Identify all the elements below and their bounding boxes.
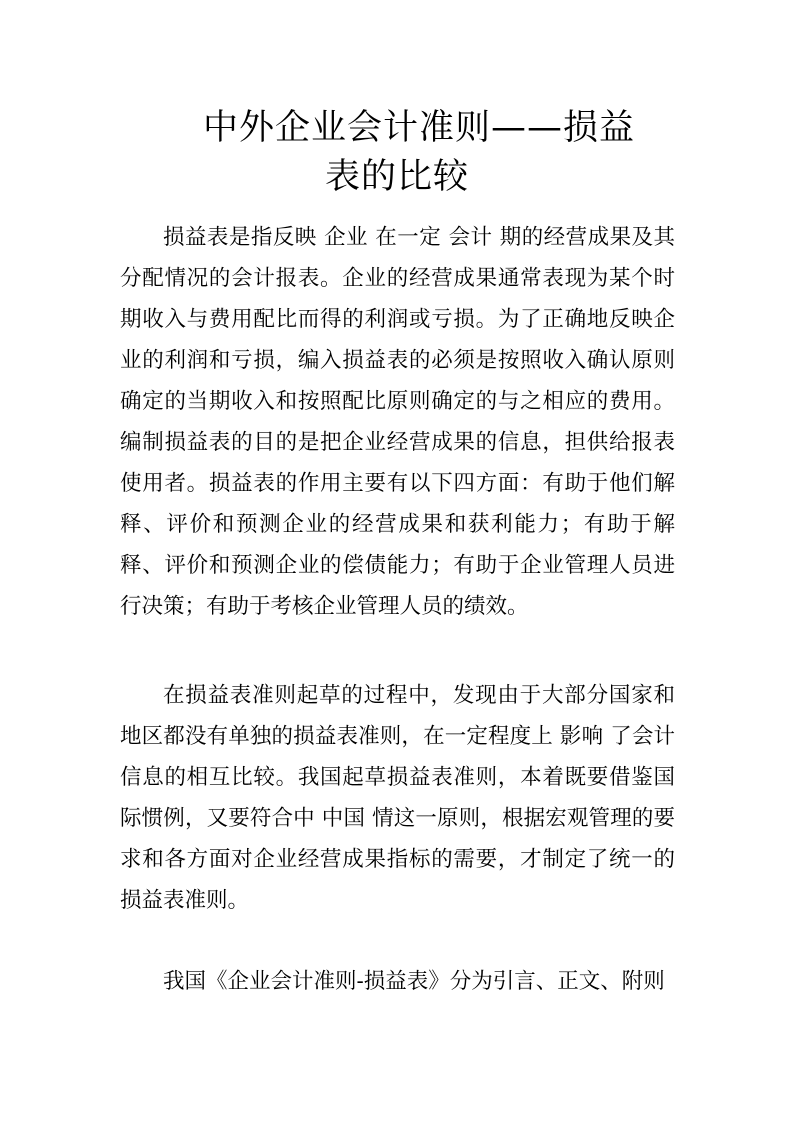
paragraph-1: 损益表是指反映 企业 在一定 会计 期的经营成果及其分配情况的会计报表。企业的经营成果通常表现为某个时期收入与费用配比而得的利润或亏损。为了正确地反映企业的利润和亏损，编入损益表的必须是按照收入确认原则确定的当期收入和按照配比原则确定的与之相应的费用。编制损益表的目的是把企业经营成果的信息，担供给报表使用者。损益表的作用主要有以下四方面：有助于他们解释、评价和预测企业的经营成果和获利能力；有助于解释、评价和预测企业的偿债能力；有助于企业管理人员进行决策；有助于考核企业管理人员的绩效。 <box>120 225 675 619</box>
document-title-line-2: 表的比较 <box>324 157 469 197</box>
paragraph-3: 我国《企业会计准则-损益表》分为引言、正文、附则 <box>163 969 665 994</box>
document-title-line-1: 中外企业会计准则——损益 <box>202 108 635 148</box>
paragraph-2: 在损益表准则起草的过程中，发现由于大部分国家和地区都没有单独的损益表准则，在一定程度上 影响 了会计信息的相互比较。我国起草损益表准则，本着既要借鉴国际惯例，又要符合中 中国 情这一原则，根据宏观管理的要求和各方面对企业经营成果指标的需要，才制定了统一的损益表准则。 <box>120 683 675 913</box>
